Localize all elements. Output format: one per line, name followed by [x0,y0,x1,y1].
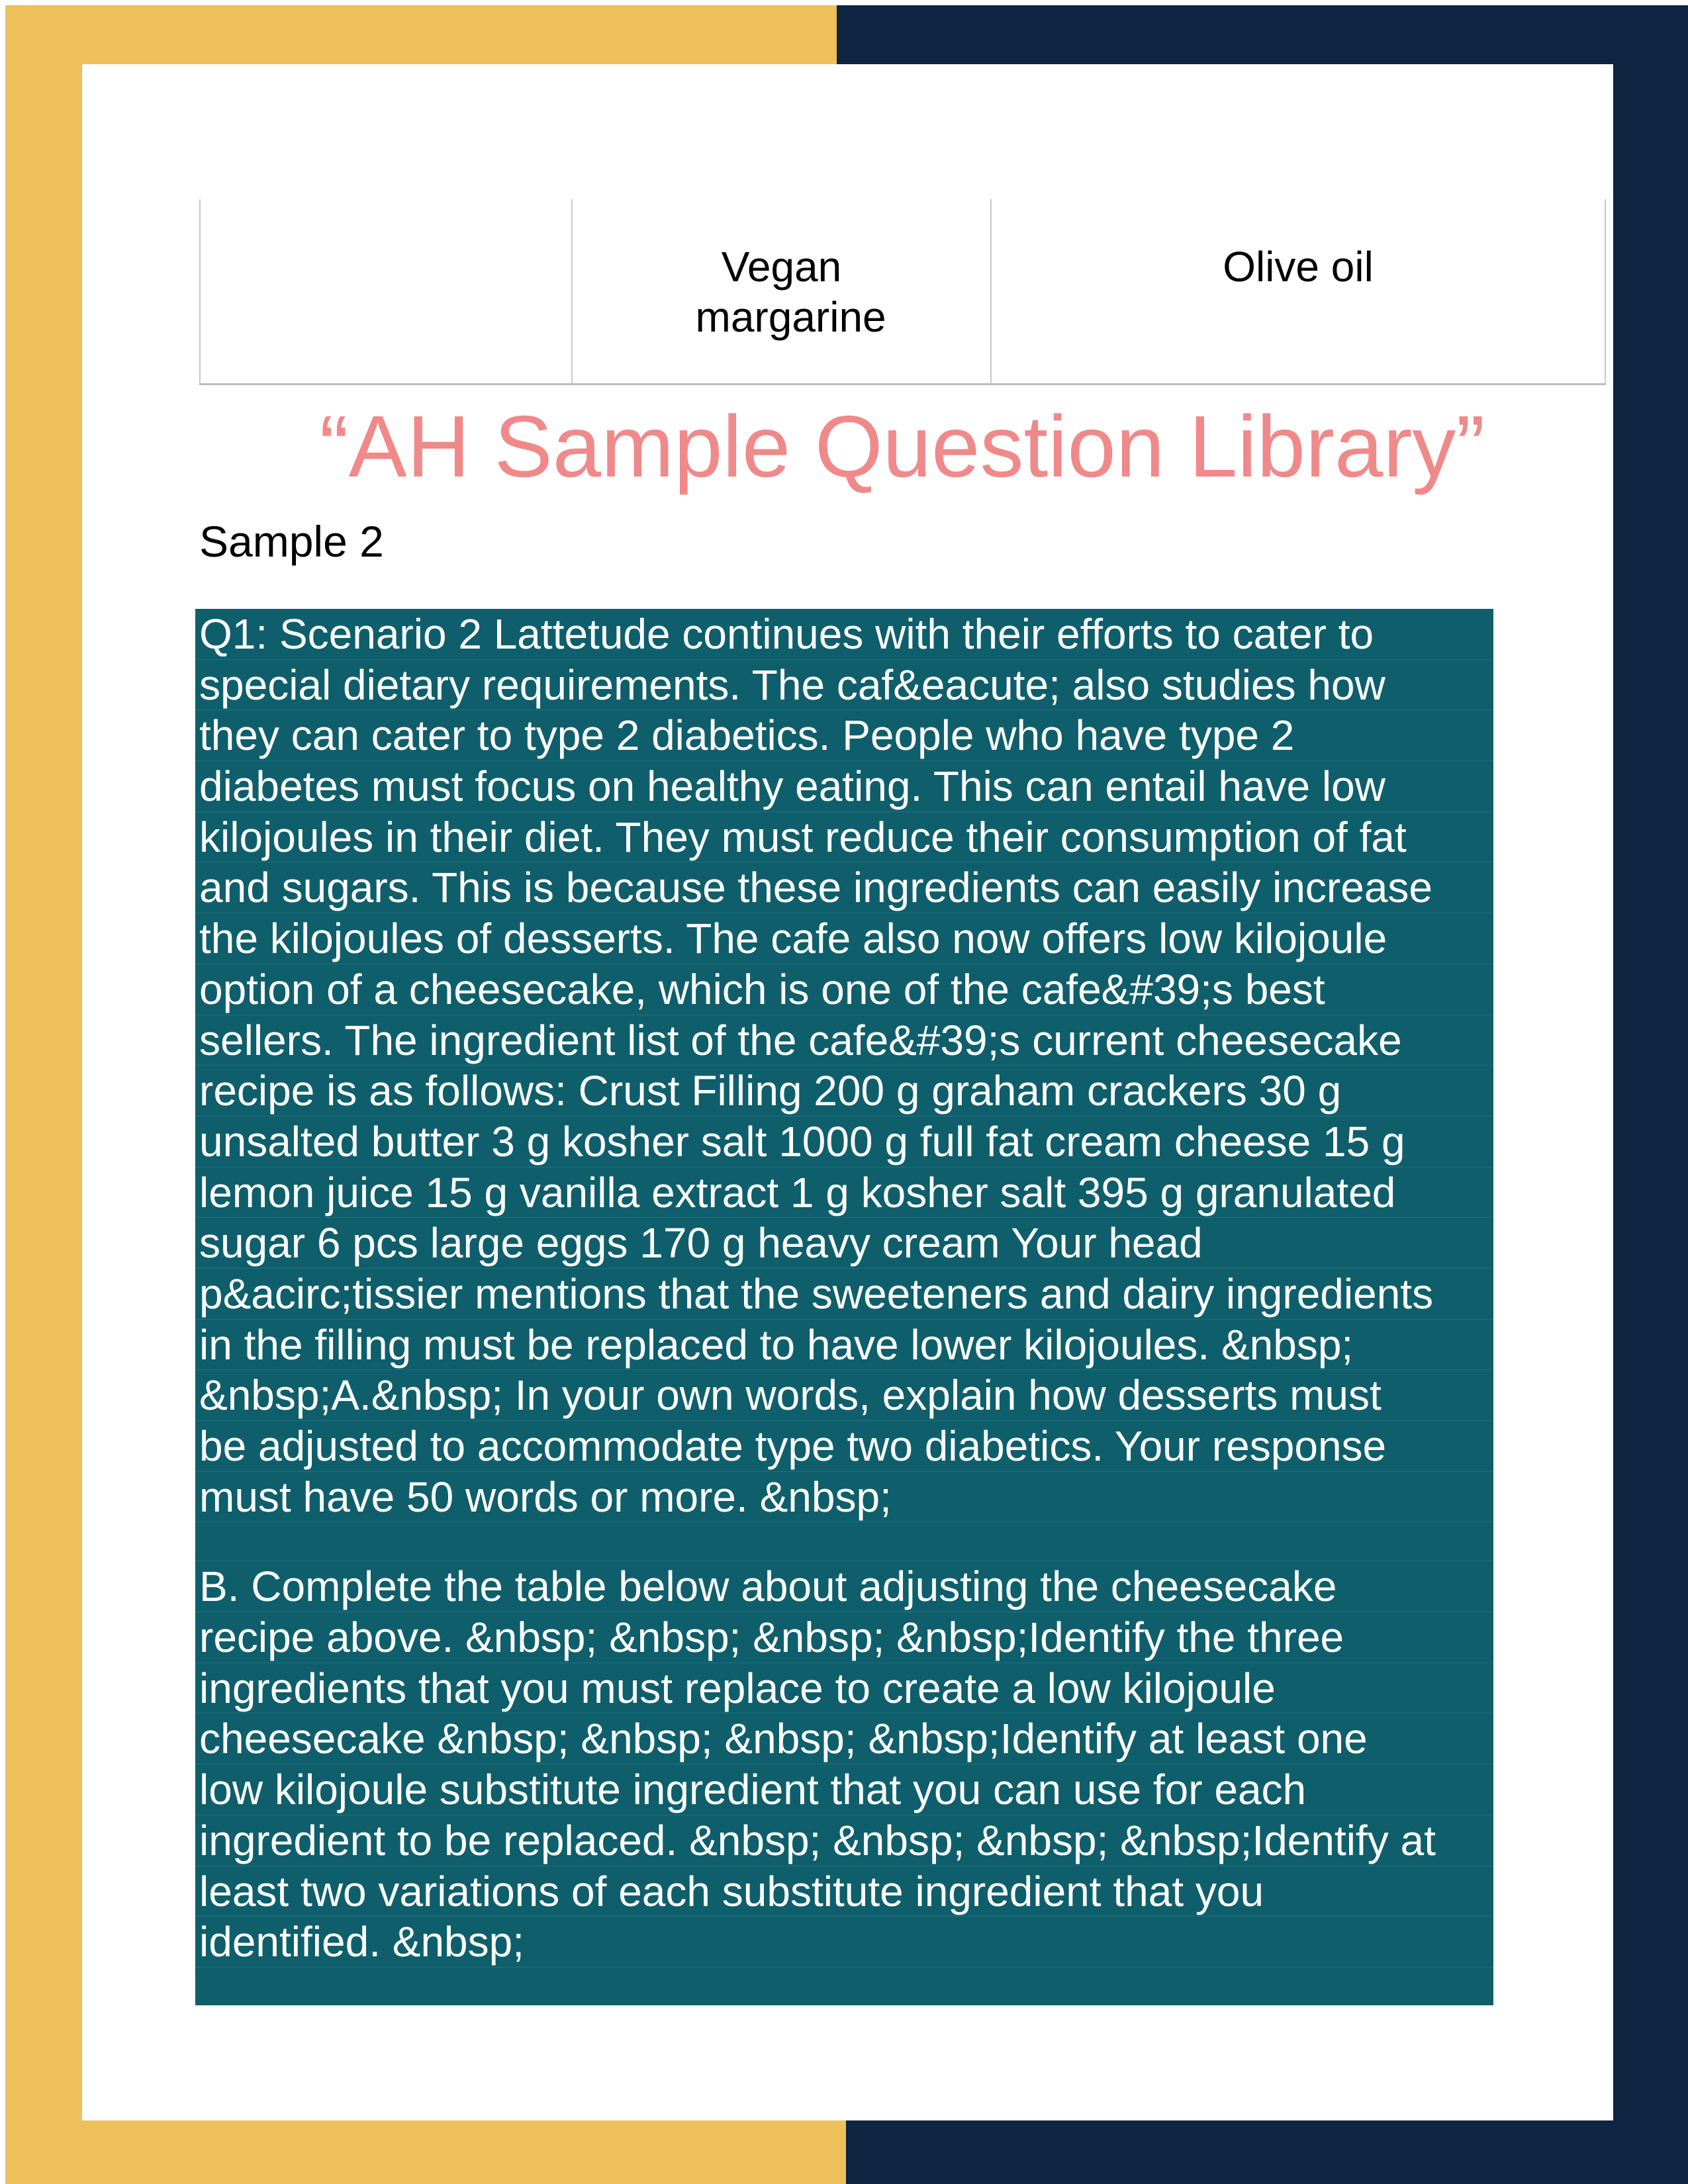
question-line: must have 50 words or more. &nbsp; [195,1472,1493,1523]
table-cell-text: Vegan margarine [695,243,886,341]
question-line: and sugars. This is because these ingredients can easily increase [195,862,1493,913]
question-paragraph-b [195,1561,1493,1968]
question-line: option of a cheesecake, which is one of the cafe&#39;s best [195,964,1493,1015]
question-line: diabetes must focus on healthy eating. This can entail have low [195,761,1493,812]
frame-yellow-left [5,5,82,2184]
table-cell: Olive oil [990,199,1606,383]
question-line: ingredient to be replaced. &nbsp; &nbsp; &nbsp; &nbsp;Identify at [195,1815,1493,1866]
question-line: ingredients that you must replace to create a low kilojoule [195,1663,1493,1714]
question-line: least two variations of each substitute ingredient that you [195,1866,1493,1917]
question-line: sugar 6 pcs large eggs 170 g heavy cream Your head [195,1218,1493,1269]
question-line: B. Complete the table below about adjusting the cheesecake [195,1561,1493,1612]
table-cell [571,199,990,383]
question-line: low kilojoule substitute ingredient that you can use for each [195,1764,1493,1815]
question-line: be adjusted to accommodate type two diabetics. Your response [195,1421,1493,1472]
question-line: special dietary requirements. The caf&eacute; also studies how [195,660,1493,711]
question-line: the kilojoules of desserts. The cafe also now offers low kilojoule [195,913,1493,964]
question-line: Q1: Scenario 2 Lattetude continues with their efforts to cater to [195,609,1493,660]
frame-navy-top [837,5,1688,65]
question-box [195,609,1493,2005]
ingredient-table [199,199,1606,385]
question-line: sellers. The ingredient list of the cafe&#39;s current cheesecake [195,1015,1493,1066]
question-line: kilojoules in their diet. They must reduce their consumption of fat [195,812,1493,863]
question-paragraph-a [195,609,1493,1522]
sample-heading: Sample 2 [199,517,384,566]
frame-navy-bottom [846,2120,1688,2184]
table-cell [199,199,571,383]
question-line: p&acirc;tissier mentions that the sweeteners and dairy ingredients [195,1269,1493,1320]
question-line: in the filling must be replaced to have lower kilojoules. &nbsp; [195,1320,1493,1371]
question-line: lemon juice 15 g vanilla extract 1 g kosher salt 395 g granulated [195,1167,1493,1218]
frame-yellow-bottom [5,2120,846,2184]
question-line: identified. &nbsp; [195,1917,1493,1968]
question-line: &nbsp;A.&nbsp; In your own words, explain how desserts must [195,1370,1493,1421]
question-line: recipe is as follows: Crust Filling 200 g graham crackers 30 g [195,1066,1493,1116]
frame-yellow-top [5,5,837,65]
question-line: they can cater to type 2 diabetics. People who have type 2 [195,710,1493,761]
watermark: “AH Sample Question Library” [319,398,1485,495]
question-line: unsalted butter 3 g kosher salt 1000 g full fat cream cheese 15 g [195,1116,1493,1167]
paragraph-gap [195,1522,1493,1561]
question-line: recipe above. &nbsp; &nbsp; &nbsp; &nbsp;Identify the three [195,1612,1493,1663]
frame-navy-right [1613,5,1688,2184]
question-line: cheesecake &nbsp; &nbsp; &nbsp; &nbsp;Identify at least one [195,1713,1493,1764]
